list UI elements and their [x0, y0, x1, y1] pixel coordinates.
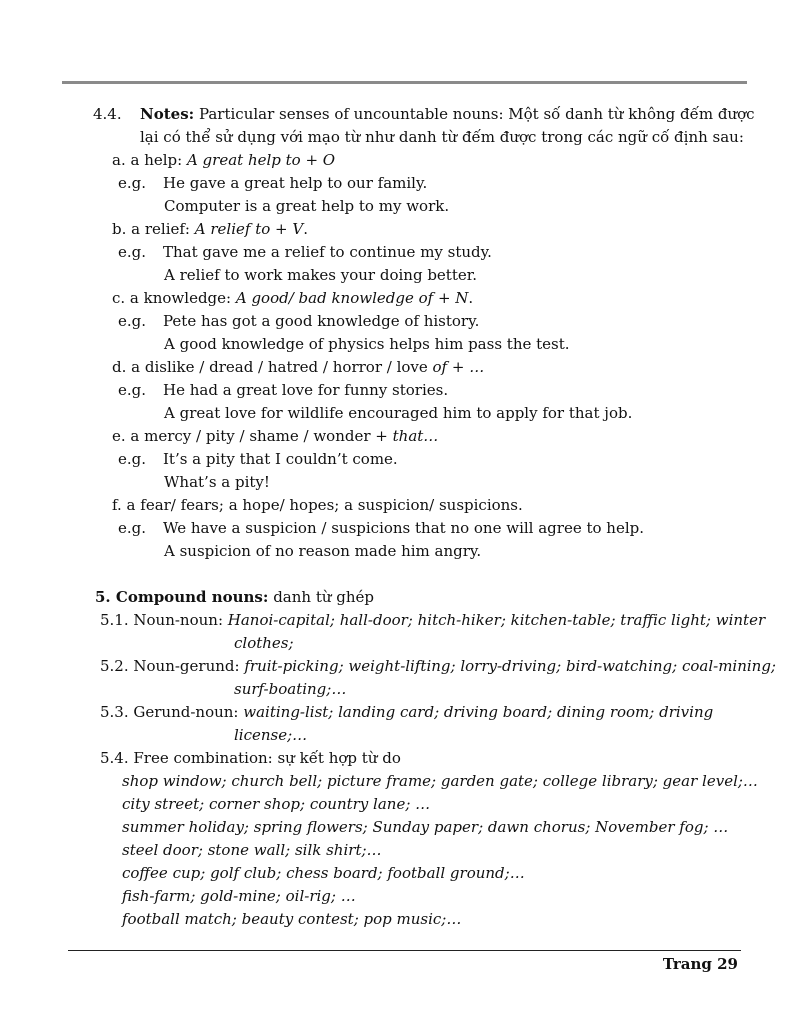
free-combination-example: steel door; stone wall; silk shirt;… [122, 841, 382, 859]
example-sentence: A relief to work makes your doing better. [164, 266, 478, 284]
example-sentence: Computer is a great help to my work. [164, 197, 450, 215]
free-combination-example: fish-farm; gold-mine; oil-rig; … [122, 887, 356, 905]
free-combination-example: summer holiday; spring flowers; Sunday paper; dawn chorus; November fog; … [122, 818, 729, 836]
noun-noun-line: 5.1. Noun-noun: Hanoi-capital; hall-door; hitch-hiker; kitchen-table; traffic light; winter [100, 611, 766, 629]
example-sentence: We have a suspicion / suspicions that no one will agree to help. [163, 519, 645, 537]
eg-label: e.g. [118, 312, 147, 330]
note-item-f: f. a fear/ fears; a hope/ hopes; a suspicion/ suspicions. [112, 496, 523, 514]
page-number: Trang 29 [662, 955, 738, 973]
free-combination-example: shop window; church bell; picture frame; garden gate; college library; gear level;… [122, 772, 758, 790]
note-item-c: c. a knowledge: A good/ bad knowledge of + N. [112, 289, 474, 307]
eg-label: e.g. [118, 519, 147, 537]
gerund-noun-continuation: license;… [234, 726, 308, 744]
notes-intro-line-2: lại có thể sử dụng với mạo từ như danh từ đếm được trong các ngữ cố định sau: [140, 128, 744, 146]
note-item-d: d. a dislike / dread / hatred / horror / love of + … [112, 358, 485, 376]
notes-title: Notes: [140, 105, 195, 123]
example-sentence: Pete has got a good knowledge of history. [163, 312, 480, 330]
noun-gerund-continuation: surf-boating;… [234, 680, 347, 698]
eg-label: e.g. [118, 243, 147, 261]
compound-nouns-heading: 5. Compound nouns: danh từ ghép [95, 588, 375, 606]
notes-intro-text: Particular senses of uncountable nouns: Một số danh từ không đếm được [194, 105, 755, 123]
example-sentence: It’s a pity that I couldn’t come. [163, 450, 398, 468]
example-sentence: What’s a pity! [164, 473, 270, 491]
notes-intro-line-1 [140, 104, 755, 124]
note-item-b: b. a relief: A relief to + V. [112, 220, 308, 238]
example-sentence: That gave me a relief to continue my study. [163, 243, 492, 261]
example-sentence: He had a great love for funny stories. [163, 381, 449, 399]
gerund-noun-line: 5.3. Gerund-noun: waiting-list; landing card; driving board; dining room; driving [100, 703, 714, 721]
example-sentence: A good knowledge of physics helps him pass the test. [164, 335, 570, 353]
noun-noun-continuation: clothes; [234, 634, 294, 652]
eg-label: e.g. [118, 174, 147, 192]
note-item-e: e. a mercy / pity / shame / wonder + that… [112, 427, 439, 445]
footer-rule [68, 950, 741, 951]
example-sentence: A great love for wildlife encouraged him to apply for that job. [164, 404, 633, 422]
noun-gerund-line: 5.2. Noun-gerund: fruit-picking; weight-lifting; lorry-driving; bird-watching; coal-mining; [100, 657, 776, 675]
free-combination-example: football match; beauty contest; pop music;… [122, 910, 462, 928]
free-combination-example: city street; corner shop; country lane; … [122, 795, 431, 813]
eg-label: e.g. [118, 381, 147, 399]
header-rule [62, 81, 747, 84]
example-sentence: A suspicion of no reason made him angry. [164, 542, 482, 560]
eg-label: e.g. [118, 450, 147, 468]
section-number: 4.4. [93, 105, 122, 123]
note-item-a: a. a help: A great help to + O [112, 151, 336, 169]
free-combination-example: coffee cup; golf club; chess board; football ground;… [122, 864, 525, 882]
example-sentence: He gave a great help to our family. [163, 174, 428, 192]
free-combination-line: 5.4. Free combination: sự kết hợp từ do [100, 749, 401, 767]
